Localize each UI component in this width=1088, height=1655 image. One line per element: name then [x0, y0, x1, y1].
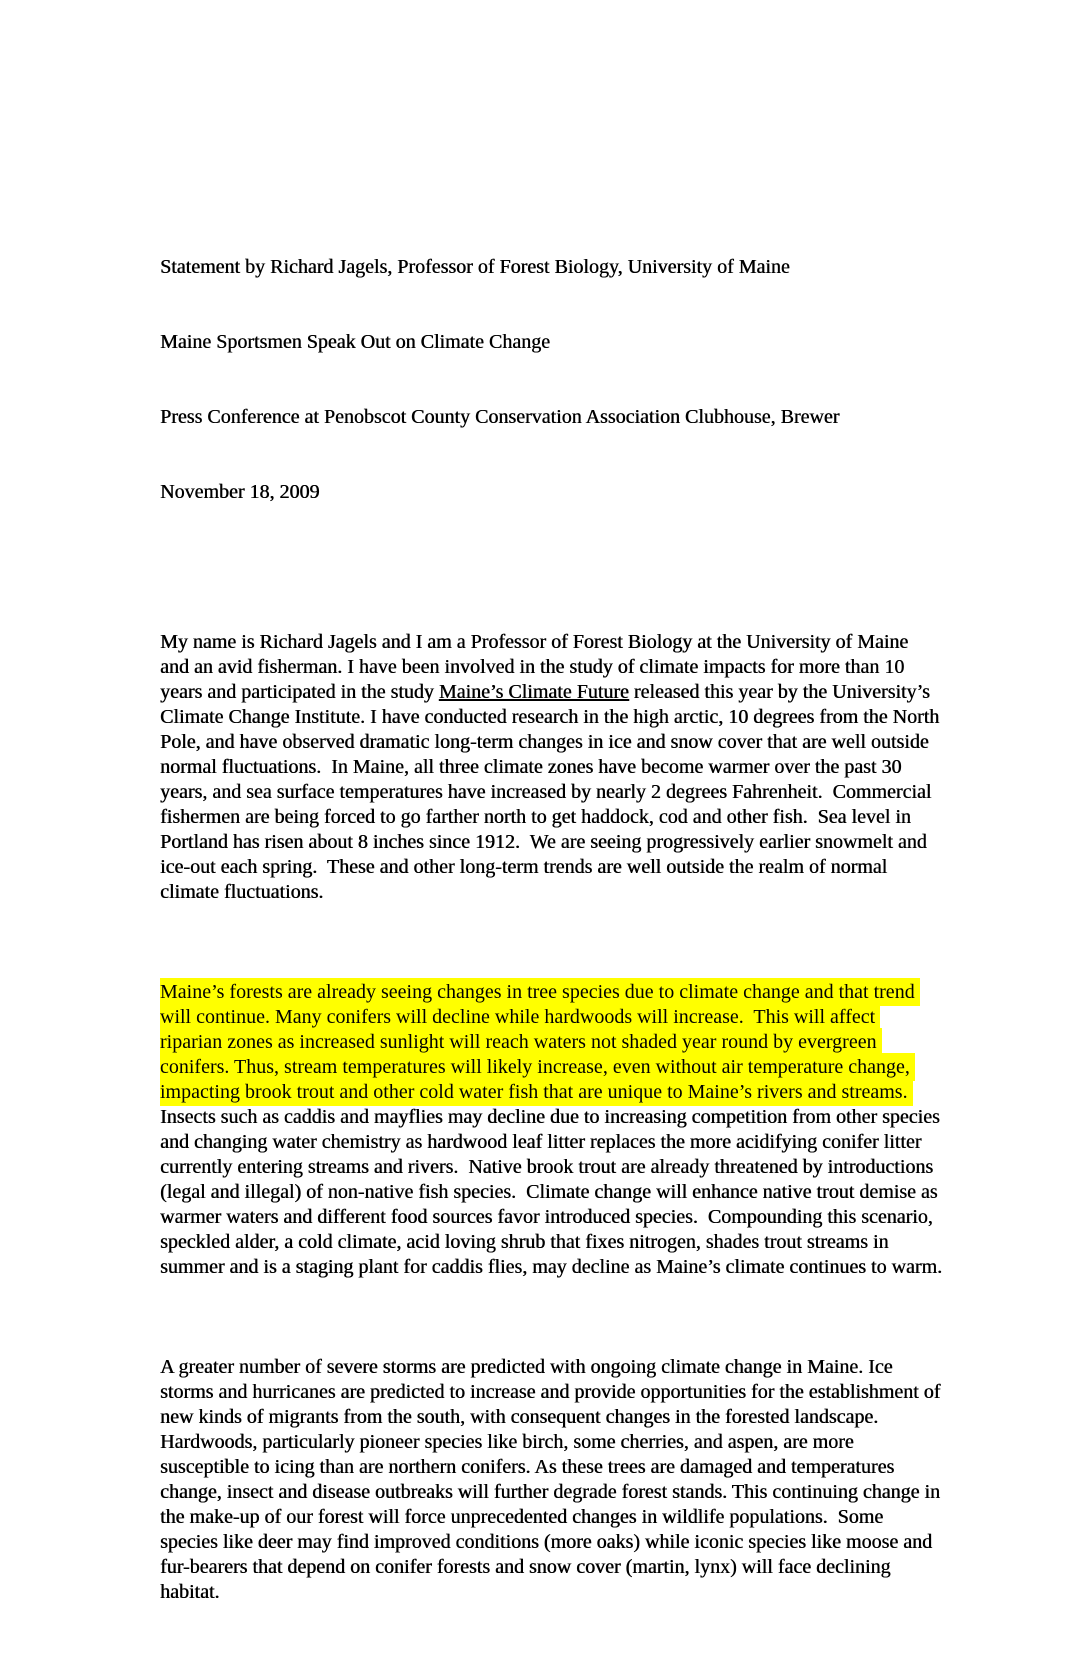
- document-page: [160, 130, 946, 1655]
- study-title-underlined: Maine’s Climate Future: [438, 681, 629, 703]
- header-line-statement-byline: Statement by Richard Jagels, Professor of Forest Biology, University of Maine: [160, 256, 790, 278]
- intro-text-after-title: released this year by the University’s Climate Change Institute. I have conducted research in the high arctic, 10 degrees from the North Pole, and have observed dramatic long-term changes in ice and snow cover that are well outside normal fluctuations. In Maine, all three climate zones have become warmer over the past 30 years, and sea surface temperatures have increased by nearly 2 degrees Fahrenheit. Commercial fishermen are being forced to go farther north to get haddock, cod and other fish. Sea level in Portland has risen about 8 inches since 1912. We are seeing progressively earlier snowmelt and ice-out each spring. These and other long-term trends are well outside the realm of normal climate fluctuations.: [160, 681, 945, 903]
- paragraph-introduction: [160, 630, 945, 905]
- forest-impacts-unhighlighted-text: Insects such as caddis and mayflies may decline due to increasing competition from other species and changing water chemistry as hardwood leaf litter replaces the more acidifying conifer litter currently entering streams and rivers. Native brook trout are already threatened by introductions (legal and illegal) of non-native fish species. Climate change will enhance native trout demise as warmer waters and different food sources favor introduced species. Compounding this scenario, speckled alder, a cold climate, acid loving shrub that fixes nitrogen, shades trout streams in summer and is a staging plant for caddis flies, may decline as Maine’s climate continues to warm.: [160, 1081, 945, 1278]
- storms-text: A greater number of severe storms are predicted with ongoing climate change in Maine. Ice storms and hurricanes are predicted to increase and provide opportunities for the establishment of new kinds of migrants from the south, with consequent changes in the forested landscape. Hardwoods, particularly pioneer species like birch, some cherries, and aspen, are more susceptible to icing than are northern conifers. As these trees are damaged and temperatures change, insect and disease outbreaks will further degrade forest stands. This continuing change in the make-up of our forest will force unprecedented changes in wildlife populations. Some species like deer may find improved conditions (more oaks) while iconic species like moose and fur-bearers that depend on conifer forests and snow cover (martin, lynx) will face declining habitat.: [160, 1356, 946, 1603]
- header-line-venue: Press Conference at Penobscot County Conservation Association Clubhouse, Brewer: [160, 406, 840, 428]
- paragraph-storms-and-wildlife: [160, 1355, 946, 1605]
- paragraph-forest-impacts: [160, 980, 945, 1280]
- header-line-event-title: Maine Sportsmen Speak Out on Climate Change: [160, 331, 550, 353]
- highlighted-passage: Maine’s forests are already seeing changes in tree species due to climate change and that trend will continue. Many conifers will decline while hardwoods will increase. This will affect riparian zones as increased sunlight will reach waters not shaded year round by evergreen conifers. Thus, stream temperatures will likely increase, even without air temperature change, impacting brook trout and other cold water fish that are unique to Maine’s rivers and streams.: [160, 978, 920, 1106]
- document-header: [160, 205, 942, 555]
- intro-text-before-title: My name is Richard Jagels and I am a Professor of Forest Biology at the University of Maine and an avid fisherman. I have been involved in the study of climate impacts for more than 10 years and participated in the study: [160, 631, 914, 703]
- header-line-date: November 18, 2009: [160, 481, 320, 503]
